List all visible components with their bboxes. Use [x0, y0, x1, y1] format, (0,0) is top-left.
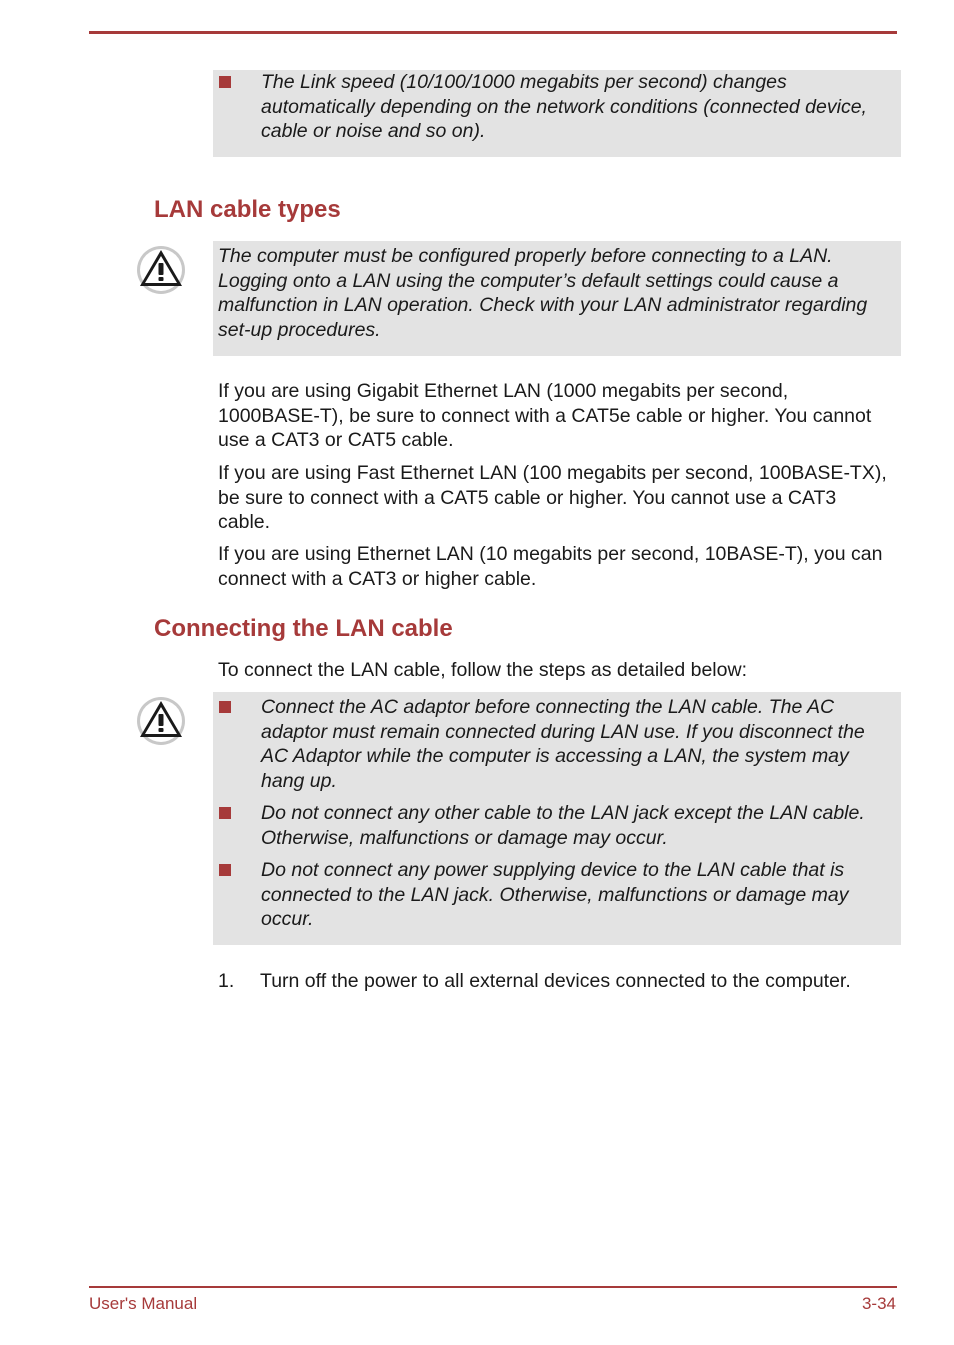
- footer-rule: [89, 1286, 897, 1288]
- caution-note-list: [213, 692, 901, 945]
- header-rule: [89, 31, 897, 34]
- step-number: 1.: [218, 970, 235, 992]
- footer-page-number: 3-34: [861, 1294, 896, 1313]
- section-heading-connecting-lan-cable: Connecting the LAN cable: [154, 615, 453, 642]
- bullet-square-icon: [219, 76, 231, 88]
- footer-manual-title: User's Manual: [89, 1294, 198, 1313]
- caution-note: [213, 241, 901, 356]
- info-note: [213, 70, 901, 157]
- caution-text: The computer must be configured properly before connecting to a LAN. Logging onto a LAN using the computer’s default settings could cause a malfunction in LAN operation. Check with your LAN administrator regarding set-up procedures.: [218, 245, 868, 341]
- paragraph-fast-ethernet: If you are using Fast Ethernet LAN (100 megabits per second, 100BASE-TX), be sure to connect with a CAT5 cable or higher. You cannot use a CAT3 cable.: [218, 462, 887, 533]
- section-heading-lan-cable-types: LAN cable types: [154, 196, 341, 223]
- paragraph-gigabit: If you are using Gigabit Ethernet LAN (1000 megabits per second, 1000BASE-T), be sure to connect with a CAT5e cable or higher. You cannot use a CAT3 or CAT5 cable.: [218, 380, 872, 451]
- bullet-square-icon: [219, 701, 231, 713]
- bullet-square-icon: [219, 864, 231, 876]
- caution-triangle-icon: [136, 696, 186, 746]
- step-text: Turn off the power to all external devices connected to the computer.: [260, 970, 851, 992]
- caution-item-text: Do not connect any power supplying device to the LAN cable that is connected to the LAN jack. Otherwise, malfunctions or damage may occur.: [261, 859, 849, 930]
- caution-item-text: Do not connect any other cable to the LAN jack except the LAN cable. Otherwise, malfunctions or damage may occur.: [261, 802, 865, 849]
- paragraph-intro: To connect the LAN cable, follow the steps as detailed below:: [218, 659, 747, 681]
- paragraph-ethernet: If you are using Ethernet LAN (10 megabits per second, 10BASE-T), you can connect with a CAT3 or higher cable.: [218, 543, 883, 590]
- bullet-square-icon: [219, 807, 231, 819]
- caution-triangle-icon: [136, 245, 186, 295]
- caution-item-text: Connect the AC adaptor before connecting the LAN cable. The AC adaptor must remain connected during LAN use. If you disconnect the AC Adaptor while the computer is accessing a LAN, the system may hang up.: [261, 696, 865, 792]
- note-item-text: The Link speed (10/100/1000 megabits per second) changes automatically depending on the network conditions (connected device, cable or noise and so on).: [261, 71, 867, 142]
